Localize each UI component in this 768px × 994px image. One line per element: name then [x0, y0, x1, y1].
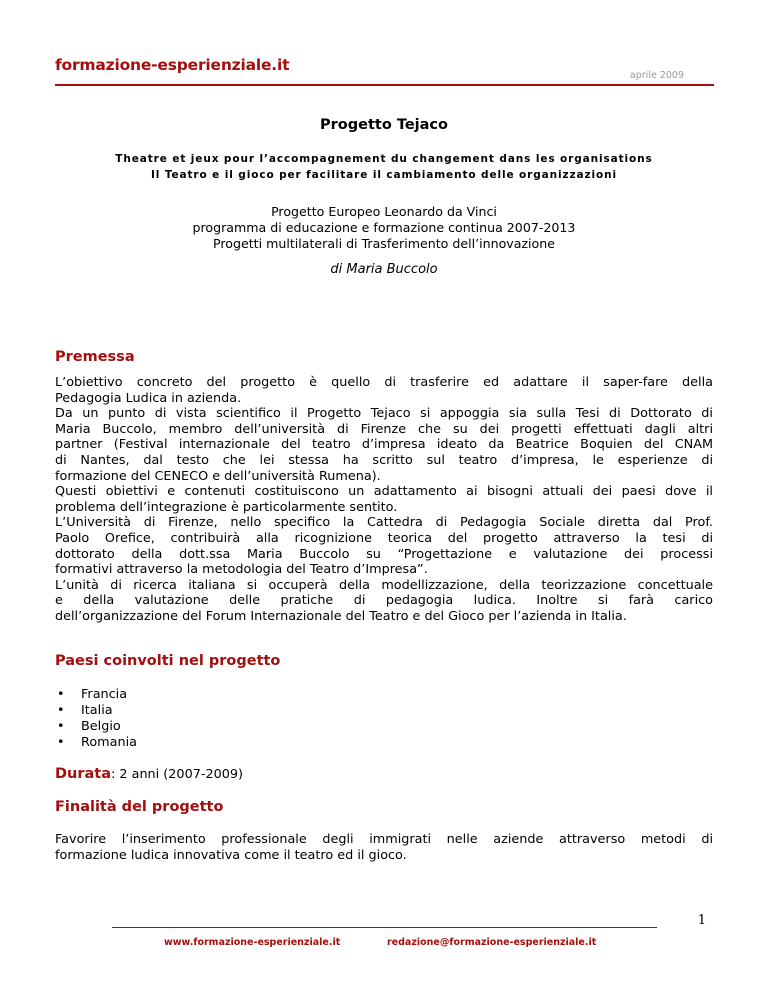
premessa-paragraph: [55, 375, 713, 625]
duration-label: Durata: [55, 766, 112, 782]
bullet-icon: •: [57, 719, 65, 734]
bullet-icon: •: [57, 735, 65, 750]
country-label: Italia: [81, 703, 113, 718]
text-line: di Nantes, dal testo che lei stessa ha scritto sul teatro d’impresa, le esperienze di: [55, 452, 713, 468]
text-line: e della valutazione delle pratiche di pedagogia ludica. Inoltre si farà carico: [55, 593, 713, 609]
header-divider: [55, 84, 714, 86]
text-line: L’Università di Firenze, nello specifico la Cattedra di Pedagogia Sociale diretta dal Prof.: [55, 515, 713, 531]
program-line-1: Progetto Europeo Leonardo da Vinci: [271, 204, 497, 219]
site-logo: formazione-esperienziale.it: [55, 56, 290, 74]
program-line-2: programma di educazione e formazione continua 2007-2013: [192, 220, 576, 235]
bullet-icon: •: [57, 703, 65, 718]
duration-value: : 2 anni (2007-2009): [111, 767, 244, 782]
finalita-paragraph: [55, 832, 713, 863]
author-byline: di Maria Buccolo: [330, 262, 438, 277]
text-line: Paolo Orefice, contribuirà alla ricognizione teorica del progetto attraverso la tesi di: [55, 530, 713, 546]
header-date: aprile 2009: [629, 70, 684, 81]
footer-email-link[interactable]: redazione@formazione-esperienziale.it: [387, 937, 597, 948]
text-line: dell’organizzazione del Forum Internazionale del Teatro e del Gioco per l’azienda in Italia.: [55, 608, 627, 624]
text-line: formativi attraverso la metodologia del Teatro d’Impresa”.: [55, 562, 428, 578]
list-item: [55, 719, 137, 735]
document-title: Progetto Tejaco: [320, 117, 448, 133]
text-line: problema dell’integrazione è particolarmente sentito.: [55, 499, 398, 515]
footer-divider: [112, 927, 657, 928]
text-line: Da un punto di vista scientifico il Progetto Tejaco si appoggia sia sulla Tesi di Dottorato di: [55, 406, 713, 422]
country-list: [55, 687, 137, 751]
subtitle-french: Theatre et jeux pour l’accompagnement du changement dans les organisations: [115, 153, 653, 165]
program-line-3: Progetti multilaterali di Trasferimento dell’innovazione: [212, 236, 555, 251]
text-line: Pedagogia Ludica in azienda.: [55, 390, 242, 406]
section-heading-premessa: Premessa: [55, 349, 135, 365]
text-line: partner (Festival internazionale del teatro d’impresa ideato da Beatrice Boquien del CNAM: [55, 437, 713, 453]
country-label: Romania: [81, 735, 137, 750]
text-line: Maria Buccolo, membro dell’università di Firenze che su dei progetti effettuati dagli altri: [55, 421, 713, 437]
bullet-icon: •: [57, 687, 65, 702]
text-line: Questi obiettivi e contenuti costituiscono un adattamento ai bisogni attuali dei paesi dove il: [55, 484, 713, 500]
text-line: L’obiettivo concreto del progetto è quello di trasferire ed adattare il saper-fare della: [55, 375, 713, 390]
list-item: [55, 703, 137, 719]
section-heading-finalita: Finalità del progetto: [55, 799, 224, 815]
subtitle-italian: Il Teatro e il gioco per facilitare il cambiamento delle organizzazioni: [150, 169, 618, 181]
text-line: formazione del CENECO e dell’università Rumena).: [55, 468, 381, 484]
page-number: 1: [697, 913, 706, 928]
list-item: [55, 687, 137, 703]
duration-line: [55, 766, 243, 782]
text-line: Favorire l’inserimento professionale degli immigrati nelle aziende attraverso metodi di: [55, 832, 713, 847]
footer-website-link[interactable]: www.formazione-esperienziale.it: [164, 937, 341, 948]
country-label: Belgio: [81, 719, 121, 734]
text-line: L’unità di ricerca italiana si occuperà della modellizzazione, della teorizzazione concettuale: [55, 577, 713, 593]
country-label: Francia: [81, 687, 128, 702]
list-item: [55, 735, 137, 751]
text-line: formazione ludica innovativa come il teatro ed il gioco.: [55, 847, 407, 863]
section-heading-paesi: Paesi coinvolti nel progetto: [55, 653, 281, 669]
text-line: dottorato della dott.ssa Maria Buccolo su “Progettazione e valutazione dei processi: [55, 546, 713, 562]
